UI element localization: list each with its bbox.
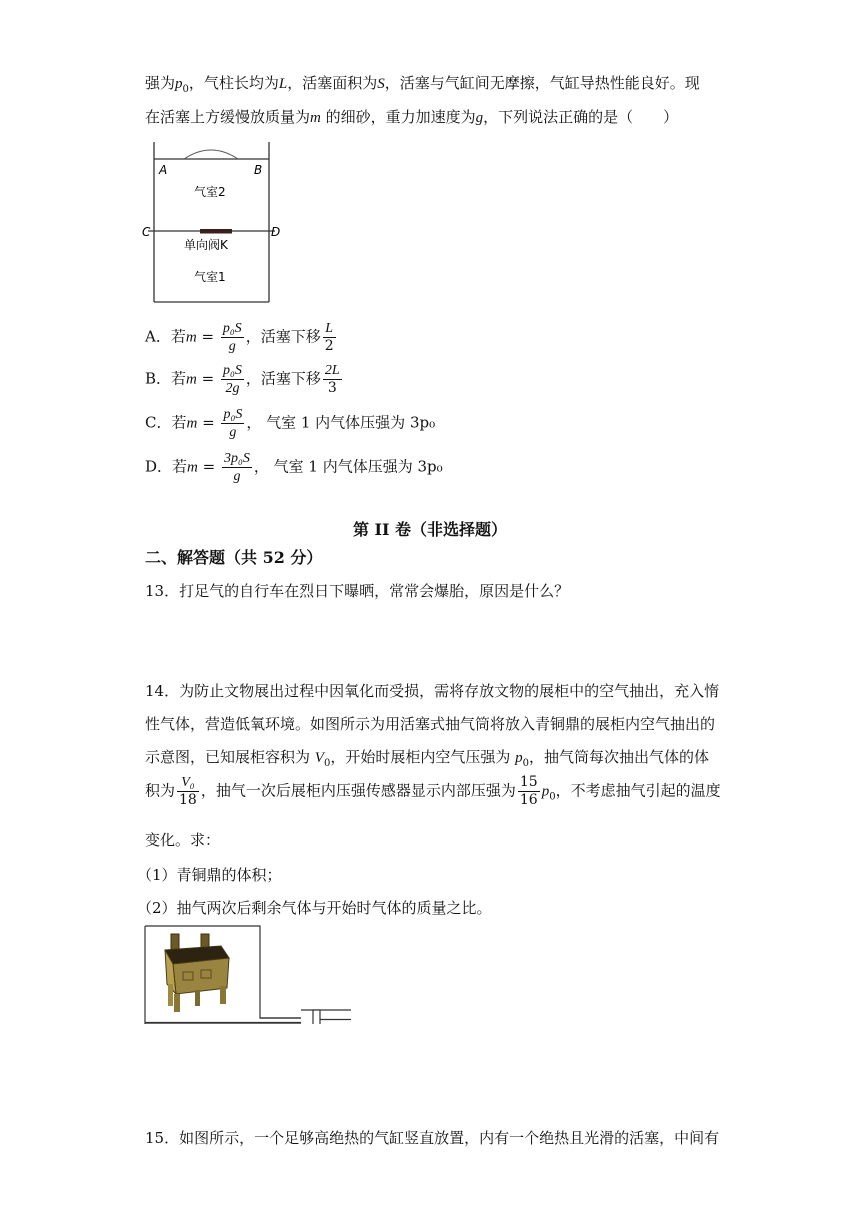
option-text: 若 bbox=[171, 413, 187, 432]
subscript-zero: 0 bbox=[323, 758, 331, 769]
label-chamber-1: 气室1 bbox=[194, 270, 226, 284]
intro-text: ，活塞面积为 bbox=[287, 74, 378, 92]
intro-text: ，气柱长均为 bbox=[188, 74, 279, 92]
option-text: ，活塞下移 bbox=[245, 369, 321, 388]
label-chamber-2: 气室2 bbox=[194, 185, 226, 199]
fraction-denominator: 16 bbox=[519, 792, 538, 808]
question-14-line-4 bbox=[145, 774, 721, 809]
label-C: C bbox=[142, 225, 151, 239]
fraction-denominator: g bbox=[233, 469, 241, 484]
fraction-numerator: p₀S bbox=[222, 321, 242, 336]
fraction bbox=[323, 362, 342, 397]
symbol-p: p bbox=[175, 76, 183, 92]
symbol-L: L bbox=[278, 76, 288, 92]
option-text: 若 bbox=[172, 457, 188, 476]
equals-sign: = bbox=[197, 457, 220, 476]
fraction-numerator: L bbox=[323, 320, 336, 338]
intro-text: ，下列说法正确的是（ ） bbox=[483, 108, 679, 126]
fraction bbox=[177, 774, 199, 809]
fraction-numerator: p₀S bbox=[223, 363, 242, 378]
label-D: D bbox=[271, 225, 281, 239]
fraction-denominator: 18 bbox=[179, 792, 197, 808]
symbol-m: m bbox=[185, 329, 197, 346]
intro-text: ，活塞与气缸间无摩擦，气缸导热性能良好。现 bbox=[384, 74, 700, 92]
pump-piston bbox=[313, 1010, 320, 1024]
question-14-line-5: 变化。求： bbox=[145, 831, 221, 849]
fraction-numerator: 3p₀S bbox=[224, 451, 250, 466]
intro-line-2 bbox=[145, 106, 678, 127]
fraction-numerator: 15 bbox=[519, 774, 538, 790]
question-14-sub-1: （1）青铜鼎的体积； bbox=[137, 866, 282, 884]
cabinet-pump-figure bbox=[143, 924, 355, 1024]
subscript-zero: 0 bbox=[522, 758, 529, 769]
symbol-m: m bbox=[186, 415, 198, 432]
equals-sign: = bbox=[196, 327, 219, 346]
symbol-m: m bbox=[310, 110, 321, 126]
question-14-line-2: 性气体，营造低氧环境。如图所示为用活塞式抽气筒将放入青铜鼎的展柜内空气抽出的 bbox=[145, 715, 716, 733]
symbol-p: p bbox=[541, 783, 550, 800]
fraction-denominator: 3 bbox=[327, 380, 337, 396]
fraction bbox=[221, 362, 244, 397]
label-valve-K: 单向阀K bbox=[184, 238, 228, 252]
option-letter: C． bbox=[145, 413, 172, 432]
question-15: 15．如图所示，一个足够高绝热的气缸竖直放置，内有一个绝热且光滑的活塞，中间有 bbox=[145, 1129, 720, 1147]
equals-sign: = bbox=[196, 369, 219, 388]
intro-text: 的细砂，重力加速度为 bbox=[320, 108, 476, 126]
fraction bbox=[221, 320, 244, 355]
fraction-numerator: p₀S bbox=[223, 407, 243, 422]
option-A bbox=[145, 320, 338, 355]
sand-heap bbox=[184, 150, 238, 159]
option-C bbox=[145, 406, 435, 441]
section-title: 第 II 卷（非选择题） bbox=[352, 520, 508, 539]
question-13: 13．打足气的自行车在烈日下曝晒，常常会爆胎，原因是什么？ bbox=[145, 582, 570, 600]
option-letter: D． bbox=[145, 457, 173, 476]
question-text: 积为 bbox=[145, 781, 176, 800]
question-text: ，不考虑抽气引起的温度 bbox=[555, 781, 721, 800]
fraction bbox=[518, 774, 540, 809]
subscript-zero: 0 bbox=[549, 791, 556, 803]
question-14-line-1: 14．为防止文物展出过程中因氧化而受损，需将存放文物的展柜中的空气抽出，充入惰 bbox=[145, 682, 720, 700]
option-B bbox=[145, 362, 344, 397]
label-B: B bbox=[254, 163, 263, 177]
intro-line-1 bbox=[145, 72, 700, 95]
equals-sign: = bbox=[197, 413, 220, 432]
question-text: ，抽气一次后展柜内压强传感器显示内部压强为 bbox=[200, 781, 516, 800]
fraction bbox=[221, 406, 244, 441]
fraction-numerator: V₀ bbox=[177, 774, 199, 792]
option-text: ，活塞下移 bbox=[245, 327, 321, 346]
fraction-denominator: 2g bbox=[225, 381, 240, 396]
symbol-g: g bbox=[475, 110, 484, 126]
section-heading: 二、解答题（共 52 分） bbox=[145, 548, 323, 567]
question-text: ，开始时展柜内空气压强为 bbox=[330, 748, 516, 766]
symbol-S: S bbox=[377, 76, 385, 92]
cylinder-figure bbox=[140, 138, 290, 306]
option-letter: A． bbox=[145, 327, 171, 346]
fraction-denominator: g bbox=[228, 339, 236, 354]
symbol-V: V bbox=[314, 750, 324, 766]
intro-text: 在活塞上方缓慢放质量为 bbox=[145, 108, 311, 126]
option-text: ， 气室 1 内气体压强为 3p₀ bbox=[253, 457, 443, 476]
bronze-ding-image bbox=[165, 934, 229, 1012]
option-text: 若 bbox=[170, 327, 186, 346]
question-text: 示意图，已知展柜容积为 bbox=[145, 748, 315, 766]
fraction-denominator: g bbox=[229, 425, 237, 440]
fraction bbox=[323, 320, 336, 355]
symbol-p: p bbox=[515, 750, 523, 766]
question-14-line-3 bbox=[145, 746, 709, 769]
option-D bbox=[145, 450, 443, 485]
fraction bbox=[222, 450, 252, 485]
subscript-zero: 0 bbox=[182, 84, 189, 95]
label-A: A bbox=[159, 163, 168, 177]
question-text: ，抽气筒每次抽出气体的体 bbox=[528, 748, 709, 766]
valve-K-bar bbox=[200, 229, 232, 234]
fraction-denominator: 2 bbox=[324, 338, 334, 354]
question-14-sub-2: （2）抽气两次后剩余气体与开始时气体的质量之比。 bbox=[137, 899, 492, 917]
fraction-numerator: 2L bbox=[324, 363, 340, 378]
symbol-m: m bbox=[187, 459, 198, 476]
option-text: 若 bbox=[171, 369, 187, 388]
symbol-m: m bbox=[186, 371, 197, 388]
intro-text: 强为 bbox=[145, 74, 176, 92]
option-text: ， 气室 1 内气体压强为 3p₀ bbox=[246, 413, 436, 432]
option-letter: B． bbox=[145, 369, 172, 388]
